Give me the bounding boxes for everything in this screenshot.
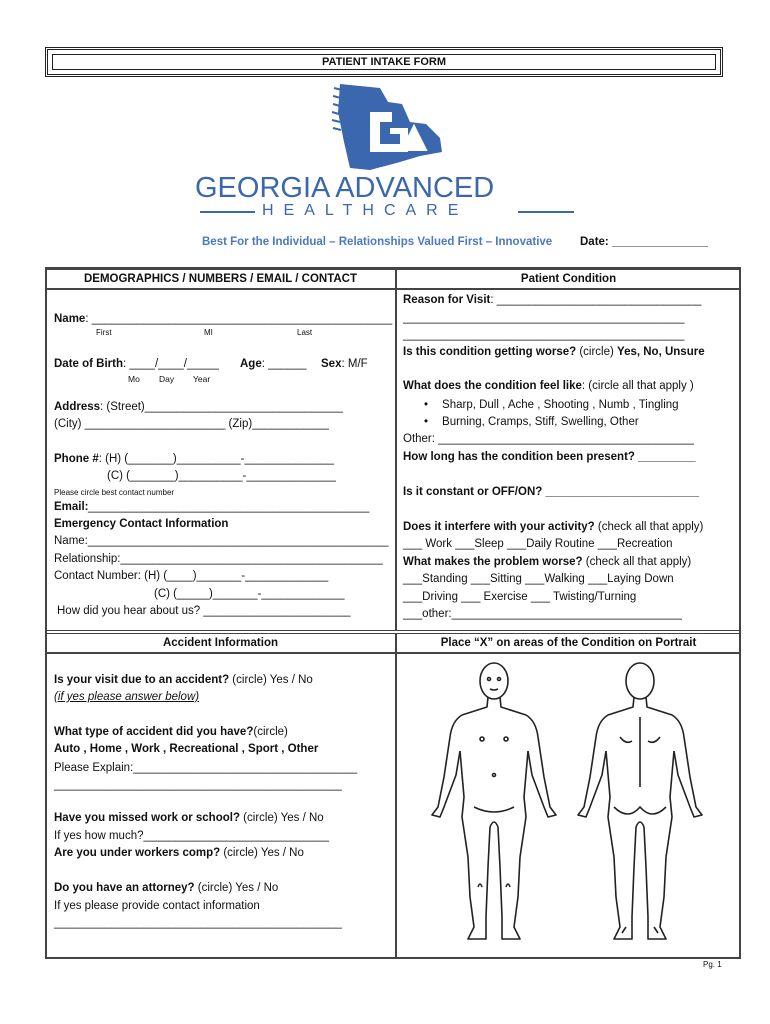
worse-options-3[interactable]: ___other:____________________________________: [403, 608, 682, 620]
interfere-options[interactable]: ___ Work ___Sleep ___Daily Routine ___Recreation: [403, 538, 673, 550]
emergency-title: Emergency Contact Information: [54, 518, 229, 530]
accident-type-options[interactable]: Auto , Home , Work , Recreational , Sport , Other: [54, 743, 319, 755]
dob-field[interactable]: Date of Birth: ____/____/_____: [54, 358, 219, 370]
feel-question: What does the condition feel like: (circle all that apply ): [403, 380, 694, 392]
reason-field[interactable]: Reason for Visit: ________________________________: [403, 294, 702, 306]
email-field[interactable]: ____________________________________________: [88, 501, 370, 513]
ec-number-field[interactable]: Contact Number: (H) (____)_______-_____________: [54, 570, 329, 582]
dob-sub-mo: Mo: [128, 374, 140, 384]
name-sub-mi: MI: [204, 328, 213, 337]
other-field[interactable]: Other: ________________________________________: [403, 433, 694, 445]
dob-sub-year: Year: [193, 374, 211, 384]
tagline: Best For the Individual – Relationships Valued First – Innovative: [202, 236, 553, 248]
interfere-question: Does it interfere with your activity? (check all that apply): [403, 521, 704, 533]
worse-question: Is this condition getting worse? (circle) Yes, No, Unsure: [403, 346, 705, 358]
explain-field[interactable]: Please Explain:___________________________________: [54, 762, 358, 774]
missed-how-much-field[interactable]: If yes how much?_____________________________: [54, 830, 329, 842]
missed-work-question: Have you missed work or school? (circle) Yes / No: [54, 812, 324, 824]
title-box: [45, 47, 723, 77]
dob-sub-day: Day: [159, 374, 175, 384]
logo-graphic: [330, 82, 446, 174]
age-field[interactable]: Age: ______: [240, 358, 307, 370]
worse-options-1[interactable]: ___Standing ___Sitting ___Walking ___Laying Down: [403, 573, 674, 585]
ec-relationship-field[interactable]: Relationship:_________________________________________: [54, 553, 383, 565]
body-portrait[interactable]: [400, 657, 737, 955]
attorney-note: If yes please provide contact information: [54, 900, 260, 912]
feel-bullet-2[interactable]: • Burning, Cramps, Stiff, Swelling, Other: [424, 416, 639, 428]
workers-comp-question: Are you under workers comp? (circle) Yes / No: [54, 847, 304, 859]
name-sub-first: First: [96, 328, 112, 337]
logo-rule-right: [518, 211, 574, 213]
logo-rule-left: [200, 211, 255, 213]
worse-options-2[interactable]: ___Driving ___ Exercise ___ Twisting/Turning: [403, 591, 637, 603]
portrait-header: Place “X” on areas of the Condition on Portrait: [396, 633, 741, 653]
constant-field[interactable]: Is it constant or OFF/ON? ________________________: [403, 486, 699, 498]
phone-cell-field[interactable]: (C) (_______)__________-______________: [107, 470, 336, 482]
hear-about-field[interactable]: How did you hear about us? _______________________: [57, 605, 351, 617]
phone-note: Please circle best contact number: [54, 488, 175, 497]
city-zip-field[interactable]: (City) ______________________ (Zip)____________: [54, 418, 329, 430]
how-long-field[interactable]: How long has the condition been present? _________: [403, 451, 696, 463]
logo-text-sub: HEALTHCARE: [262, 202, 469, 219]
body-front: [432, 663, 556, 939]
reason-line-2[interactable]: ____________________________________________: [403, 312, 685, 324]
explain-line[interactable]: _____________________________________________: [54, 779, 342, 791]
worse-makes-question: What makes the problem worse? (check all that apply): [403, 556, 692, 568]
address-field[interactable]: Address: (Street)_______________________________: [54, 401, 344, 413]
email-label: Email:: [54, 501, 89, 513]
page-number: Pg. 1: [703, 960, 722, 969]
attorney-question: Do you have an attorney? (circle) Yes / No: [54, 882, 279, 894]
name-field[interactable]: Name: _______________________________________________: [54, 313, 393, 325]
accident-note: (if yes please answer below): [54, 691, 200, 703]
body-back: [578, 663, 702, 939]
logo-text-main: GEORGIA ADVANCED: [195, 172, 495, 204]
attorney-line[interactable]: _____________________________________________: [54, 917, 342, 929]
condition-header: Patient Condition: [396, 269, 741, 289]
sex-field[interactable]: Sex: M/F: [321, 358, 368, 370]
form-title: PATIENT INTAKE FORM: [52, 54, 716, 70]
phone-home-field[interactable]: Phone #: (H) (_______)__________-______________: [54, 453, 335, 465]
name-sub-last: Last: [297, 328, 313, 337]
ec-name-field[interactable]: Name:_______________________________________________: [54, 535, 389, 547]
feel-bullet-1[interactable]: • Sharp, Dull , Ache , Shooting , Numb , Tingling: [424, 399, 679, 411]
demographics-header: DEMOGRAPHICS / NUMBERS / EMAIL / CONTACT: [45, 269, 396, 289]
accident-type-question: What type of accident did you have?(circle): [54, 726, 288, 738]
ec-number-c-field[interactable]: (C) (_____)_______-_____________: [154, 588, 345, 600]
reason-line-3[interactable]: ____________________________________________: [403, 329, 685, 341]
accident-header: Accident Information: [45, 633, 396, 653]
date-field[interactable]: Date: _______________: [580, 236, 708, 248]
accident-question: Is your visit due to an accident? (circle) Yes / No: [54, 674, 313, 686]
